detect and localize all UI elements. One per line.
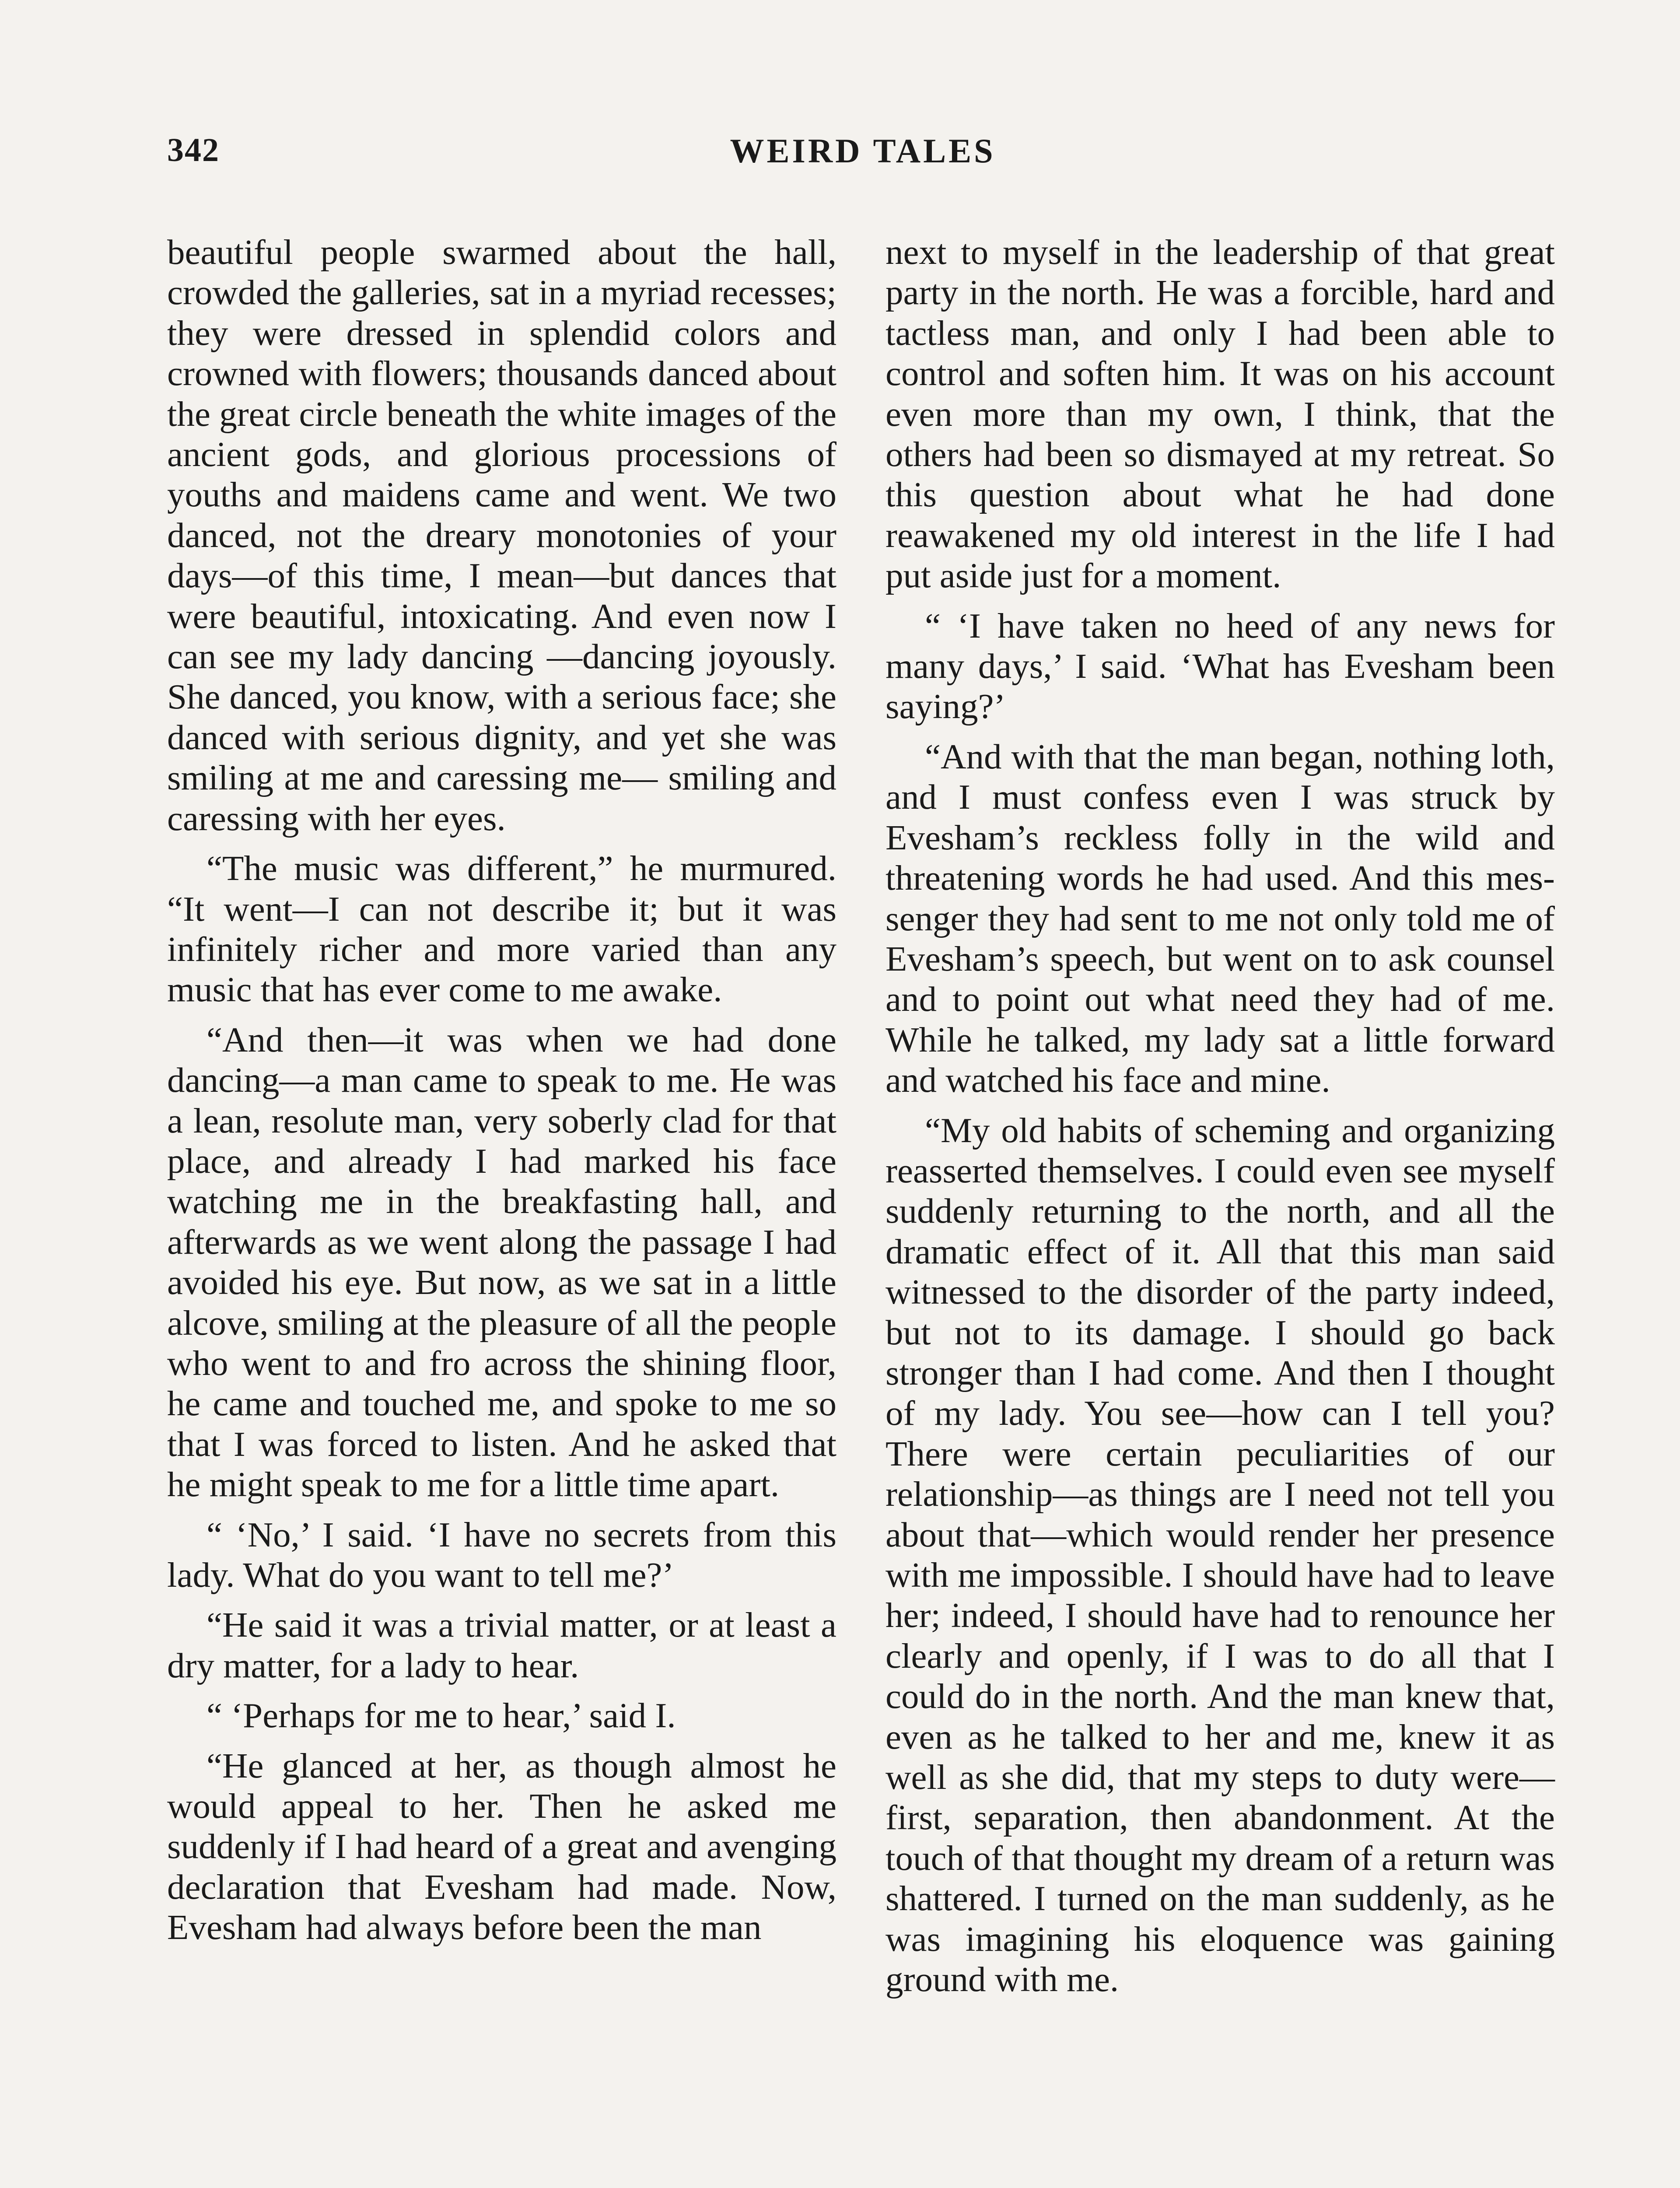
right-column [886, 232, 1555, 2009]
paragraph: “My old habits of scheming and organizing reasserted themselves. I could even see myself suddenly returning to the north, and all the dramatic effect of it. All that this man said witnessed to the disorder of the party indeed, but not to its damage. I should go back stronger than I had come. And then I thought of my lady. You see—how can I tell you? There were certain peculiarities of our relationship—as things are I need not tell you about that—which would render her presence with me impossible. I should have had to leave her; indeed, I should have had to renounce her clearly and openly, if I was to do all that I could do in the north. And the man knew that, even as he talked to her and me, knew it as well as she did, that my steps to duty were— first, separation, then abandonment. At the touch of that thought my dream of a return was shattered. I turned on the man suddenly, as he was imagining his eloquence was gaining ground with me. [886, 1110, 1555, 1999]
paragraph: “He glanced at her, as though almost he would appeal to her. Then he asked me suddenly if I had heard of a great and avenging declaration that Evesham had made. Now, Evesham had always before been the man [167, 1746, 836, 1947]
paragraph: “He said it was a trivial matter, or at least a dry matter, for a lady to hear. [167, 1605, 836, 1685]
paragraph: next to myself in the leadership of that great party in the north. He was a forcible, hard and tactless man, and only I had been able to control and soften him. It was on his account even more than my own, I think, that the others had been so dismayed at my retreat. So this question about what he had done reawakened my old interest in the life I had put aside just for a moment. [886, 232, 1555, 596]
paragraph: “And then—it was when we had done dancing—a man came to speak to me. He was a lean, resolute man, very soberly clad for that place, and already I had marked his face watching me in the breakfasting hall, and afterwards as we went along the passage I had avoided his eye. But now, as we sat in a little alcove, smiling at the pleasure of all the people who went to and fro across the shining floor, he came and touched me, and spoke to me so that I was forced to listen. And he asked that he might speak to me for a little time apart. [167, 1020, 836, 1504]
left-column [167, 232, 836, 1957]
paragraph: “The music was different,” he murmured. “It went—I can not describe it; but it was infinitely richer and more varied than any music that has ever come to me awake. [167, 849, 836, 1010]
paragraph: “And with that the man began, nothing loth, and I must confess even I was struck by Evesham’s reckless folly in the wild and threatening words he had used. And this messenger they had sent to me not only told me of Evesham’s speech, but went on to ask counsel and to point out what need they had of me. While he talked, my lady sat a little forward and watched his face and mine. [886, 736, 1555, 1100]
page-header [167, 131, 1558, 179]
running-title: WEIRD TALES [730, 132, 996, 170]
paragraph: “ ‘No,’ I said. ‘I have no secrets from this lady. What do you want to tell me?’ [167, 1515, 836, 1595]
paragraph: “ ‘I have taken no heed of any news for many days,’ I said. ‘What has Evesham been saying?’ [886, 606, 1555, 726]
paragraph: “ ‘Perhaps for me to hear,’ said I. [206, 1696, 676, 1736]
page-number: 342 [167, 132, 220, 168]
paragraph: beautiful people swarmed about the hall, crowded the galleries, sat in a myriad recesses; they were dressed in splendid colors and crowned with flowers; thousands danced about the great circle beneath the white images of the ancient gods, and glorious processions of youths and maidens came and went. We two danced, not the dreary monotonies of your days—of this time, I mean—but dances that were beautiful, intoxicating. And even now I can see my lady dancing —dancing joyously. She danced, you know, with a serious face; she danced with serious dignity, and yet she was smiling at me and caressing me— smiling and caressing with her eyes. [167, 232, 836, 838]
